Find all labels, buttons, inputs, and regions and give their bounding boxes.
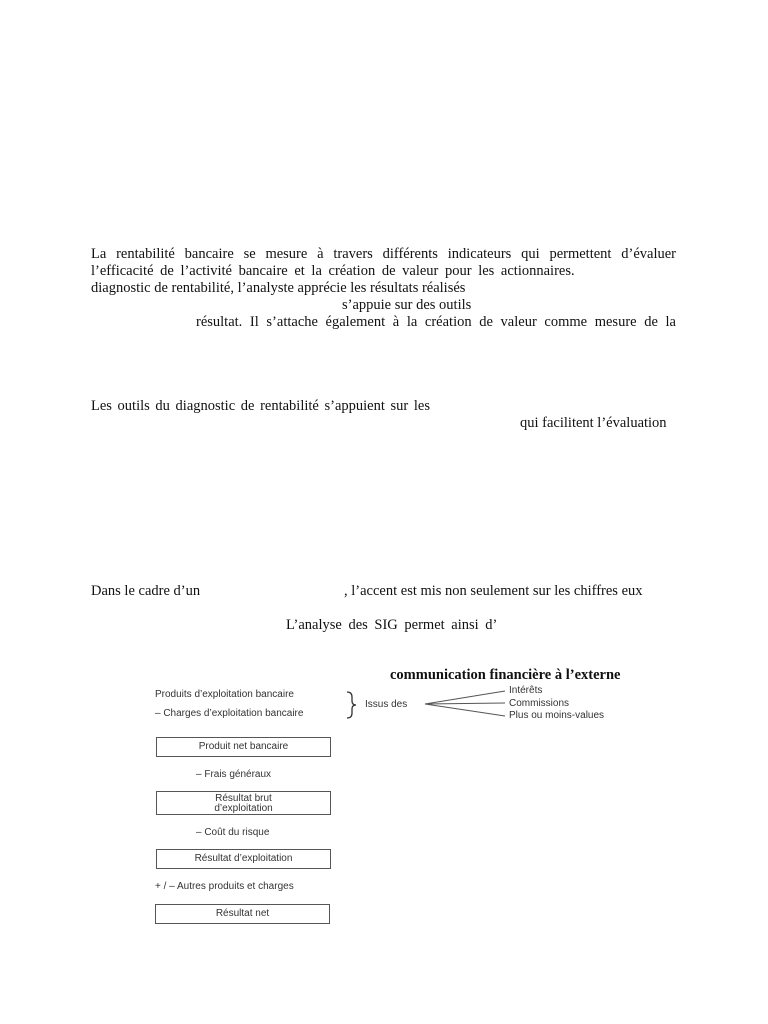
paragraph2-line1: Les outils du diagnostic de rentabilité s’appuient sur les bbox=[91, 398, 430, 414]
diagram-charges-label: – Charges d’exploitation bancaire bbox=[155, 708, 304, 719]
fan-line-interets bbox=[425, 691, 505, 704]
paragraph3-line1-end: , l’accent est mis non seulement sur les chiffres eux bbox=[344, 583, 643, 599]
paragraph3-line1-start: Dans le cadre d’un bbox=[91, 583, 201, 599]
paragraph1-line5: résultat. Il s’attache également à la création de valeur comme mesure de la bbox=[196, 314, 676, 330]
paragraph3-line3: communication financière à l’externe bbox=[390, 667, 621, 683]
fan-line-plus-moins-values bbox=[425, 704, 505, 716]
diagram-cout-du-risque-label: – Coût du risque bbox=[196, 827, 270, 838]
diagram-box-produit-net-bancaire-label: Produit net bancaire bbox=[198, 741, 289, 752]
diagram-box-rbe-line2: d’exploitation bbox=[214, 803, 273, 814]
paragraph1-line4: s’appuie sur des outils bbox=[342, 297, 472, 313]
diagram-box-resultat-brut-exploitation bbox=[156, 791, 331, 815]
diagram-box-produit-net-bancaire bbox=[156, 737, 331, 757]
paragraph1-line1: La rentabilité bancaire se mesure à travers différents indicateurs qui permettent d’évaluer bbox=[91, 246, 676, 262]
paragraph3-line2: L’analyse des SIG permet ainsi d’ bbox=[286, 617, 498, 633]
diagram-box-rbe-line1: Résultat brut bbox=[215, 793, 272, 804]
diagram-produits-label: Produits d’exploitation bancaire bbox=[155, 689, 294, 700]
diagram-frais-generaux-label: – Frais généraux bbox=[196, 769, 272, 780]
diagram-box-resultat-exploitation bbox=[156, 849, 331, 869]
diagram-source-interets: Intérêts bbox=[509, 685, 543, 696]
diagram-box-resultat-net bbox=[155, 904, 330, 924]
curly-brace bbox=[347, 692, 356, 718]
diagram-autres-produits-charges-label: + / – Autres produits et charges bbox=[155, 881, 294, 892]
diagram-source-plus-moins-values: Plus ou moins-values bbox=[509, 710, 605, 721]
paragraph2-line2: qui facilitent l’évaluation bbox=[520, 415, 667, 431]
diagram-box-resultat-exploitation-label: Résultat d’exploitation bbox=[194, 853, 293, 864]
diagram-source-commissions: Commissions bbox=[509, 698, 570, 709]
paragraph1-line3: diagnostic de rentabilité, l’analyste apprécie les résultats réalisés bbox=[91, 280, 466, 296]
diagram-issus-des-label: Issus des bbox=[365, 699, 408, 710]
paragraph1-line2: l’efficacité de l’activité bancaire et la création de valeur pour les actionnaires. bbox=[91, 263, 575, 279]
fan-line-commissions bbox=[425, 703, 505, 704]
diagram-box-resultat-net-label: Résultat net bbox=[215, 908, 270, 919]
